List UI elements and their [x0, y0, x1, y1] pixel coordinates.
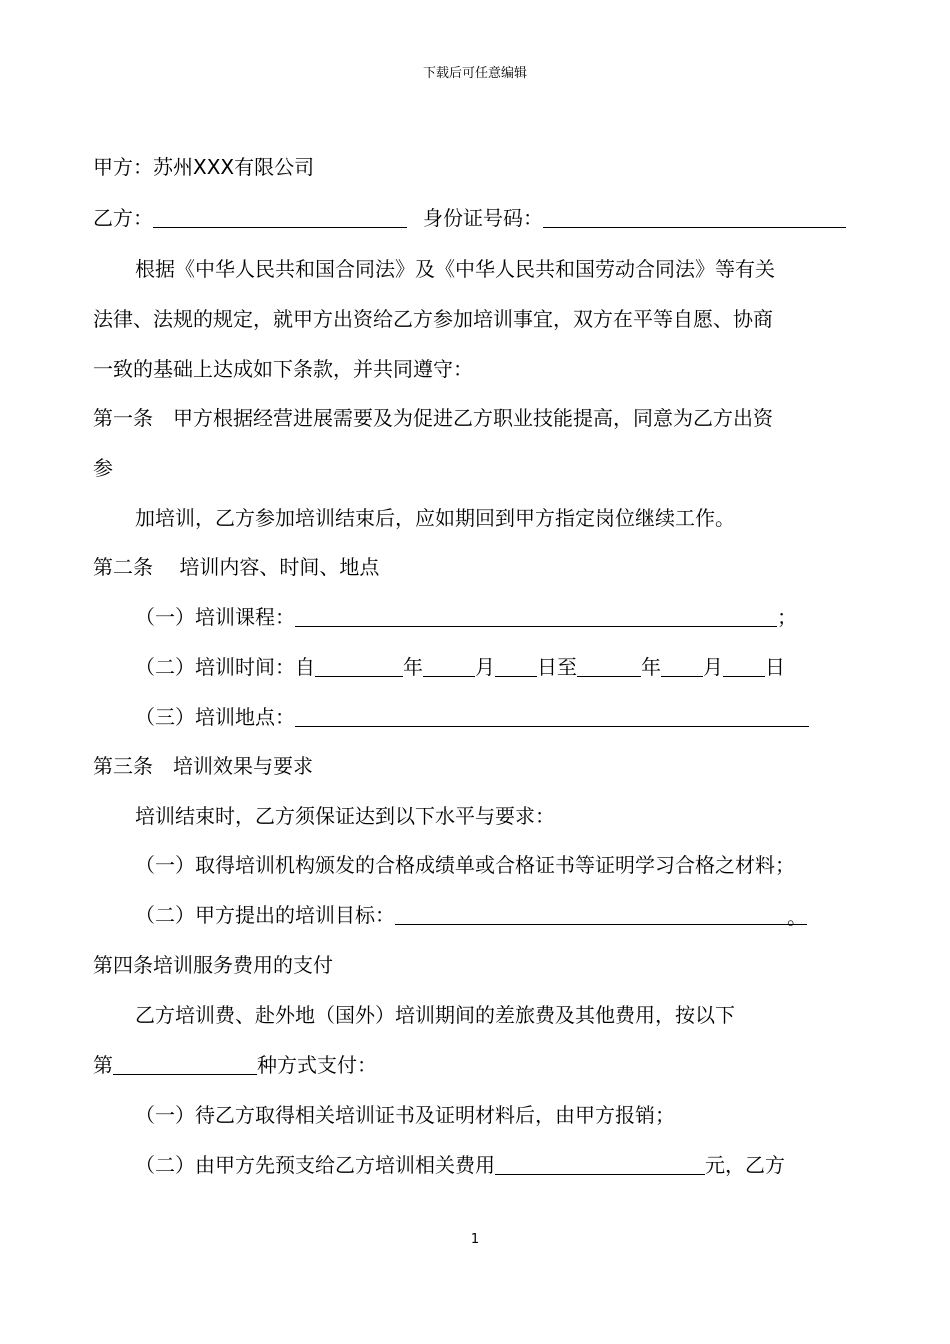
training-time-line — [135, 654, 785, 680]
article-4-intro: 乙方培训费、赴外地（国外）培训期间的差旅费及其他费用，按以下 — [135, 1003, 735, 1027]
start-month-blank[interactable] — [423, 656, 475, 677]
payment-method-blank[interactable] — [113, 1054, 257, 1075]
page-number: 1 — [470, 1232, 480, 1247]
advance-payment-line — [135, 1152, 785, 1178]
article-3-heading: 第三条 培训效果与要求 — [93, 754, 313, 778]
end-month-blank[interactable] — [661, 656, 703, 677]
training-course-end: ； — [777, 605, 797, 629]
end-day-blank[interactable] — [723, 656, 765, 677]
training-course-label: （一）培训课程： — [135, 605, 295, 629]
party-a-label: 甲方： — [93, 155, 153, 179]
party-b-name-blank[interactable] — [153, 207, 407, 228]
end-year-label: 年 — [641, 655, 661, 679]
training-goal-end: 。 — [787, 905, 807, 929]
end-year-blank[interactable] — [577, 656, 641, 677]
training-time-label: （二）培训时间：自 — [135, 655, 315, 679]
party-b-line — [93, 205, 846, 231]
start-month-label: 月 — [475, 655, 495, 679]
training-place-line — [135, 704, 809, 730]
preamble-line-2: 法律、法规的规定，就甲方出资给乙方参加培训事宜，双方在平等自愿、协商 — [93, 307, 773, 331]
article-3-item-1: （一）取得培训机构颁发的合格成绩单或合格证书等证明学习合格之材料； — [135, 853, 795, 877]
article-2-heading: 第二条 培训内容、时间、地点 — [93, 555, 380, 579]
training-goal-blank[interactable] — [395, 904, 807, 929]
preamble-line-1: 根据《中华人民共和国合同法》及《中华人民共和国劳动合同法》等有关 — [135, 257, 775, 281]
article-1-line-1: 第一条 甲方根据经营进展需要及为促进乙方职业技能提高，同意为乙方出资 — [93, 406, 773, 430]
party-b-label: 乙方： — [93, 206, 153, 230]
training-place-label: （三）培训地点： — [135, 705, 295, 729]
advance-payment-label: （二）由甲方先预支给乙方培训相关费用 — [135, 1153, 495, 1177]
training-goal-label: （二）甲方提出的培训目标： — [135, 903, 395, 927]
training-course-blank[interactable] — [295, 606, 777, 627]
start-year-label: 年 — [403, 655, 423, 679]
party-a-name: 苏州XXX有限公司 — [153, 155, 315, 179]
article-1-line-3: 加培训，乙方参加培训结束后，应如期回到甲方指定岗位继续工作。 — [135, 506, 735, 530]
training-goal-line — [135, 902, 807, 928]
advance-payment-unit: 元，乙方 — [705, 1153, 785, 1177]
article-4-heading: 第四条培训服务费用的支付 — [93, 953, 333, 977]
id-number-blank[interactable] — [543, 207, 846, 228]
advance-amount-blank[interactable] — [495, 1154, 705, 1175]
training-course-line — [135, 604, 797, 630]
article-1-line-2: 参 — [93, 456, 113, 480]
id-number-label: 身份证号码： — [423, 206, 543, 230]
preamble-line-3: 一致的基础上达成如下条款，并共同遵守： — [93, 357, 473, 381]
end-month-label: 月 — [703, 655, 723, 679]
payment-method-line — [93, 1052, 377, 1078]
article-4-item-1: （一）待乙方取得相关培训证书及证明材料后，由甲方报销； — [135, 1103, 675, 1127]
start-year-blank[interactable] — [315, 656, 403, 677]
article-3-intro: 培训结束时，乙方须保证达到以下水平与要求： — [135, 804, 555, 828]
party-a-line — [93, 154, 314, 180]
training-place-blank[interactable] — [295, 706, 809, 727]
payment-method-suffix: 种方式支付： — [257, 1053, 377, 1077]
page-header: 下载后可任意编辑 — [422, 66, 527, 81]
end-day-label: 日 — [765, 655, 785, 679]
start-day-label: 日至 — [537, 655, 577, 679]
payment-method-prefix: 第 — [93, 1053, 113, 1077]
start-day-blank[interactable] — [495, 656, 537, 677]
